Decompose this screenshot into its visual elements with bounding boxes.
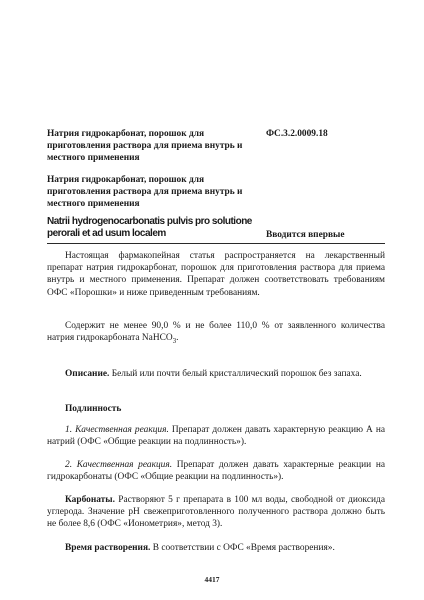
intro-paragraph xyxy=(47,250,385,299)
title-russian-1: Натрия гидрокарбонат, порошок для приготовления раствора для приема внутрь и местного применения xyxy=(47,129,243,163)
dissolution-text: В соответствии с ОФС «Время растворения». xyxy=(150,543,335,553)
monograph-code: ФС.3.2.0009.18 xyxy=(266,129,328,139)
identity-section xyxy=(47,403,385,415)
title-russian-2: Натрия гидрокарбонат, порошок для приготовления раствора для приема внутрь и местного применения xyxy=(47,175,243,209)
description-label: Описание. xyxy=(65,369,110,379)
dissolution-label: Время растворения. xyxy=(65,543,151,553)
formula-base: NaHCO xyxy=(141,333,173,344)
content-paragraph xyxy=(47,320,385,347)
description-text: Белый или почти белый кристаллический порошок без запаха. xyxy=(109,369,362,379)
formula-subscript: 3 xyxy=(172,337,177,346)
reaction1-text: Препарат должен давать характерную реакцию А на натрий (ОФС «Общие реакции на подлинность»). xyxy=(47,425,385,448)
dissolution-paragraph xyxy=(47,542,385,554)
header-divider xyxy=(47,243,385,244)
formula-end: . xyxy=(176,333,179,344)
carbonates-paragraph xyxy=(47,494,385,531)
identity-heading: Подлинность xyxy=(65,404,122,414)
reaction1-label: 1. Качественная реакция. xyxy=(65,425,169,435)
intro-text: Настоящая фармакопейная статья распространяется на лекарственный препарат натрия гидрокарбонат, порошок для приготовления раствора для приема внутрь и местного применения. Препарат должен соответствовать требованиям ОФС «Порошки» и ниже приведенным требованиям. xyxy=(47,251,385,298)
status-note: Вводится впервые xyxy=(266,230,345,240)
formula xyxy=(141,333,179,346)
carbonates-label: Карбонаты. xyxy=(65,495,115,505)
carbonates-text: Растворяют 5 г препарата в 100 мл воды, свободной от диоксида углерода. Значение pH свежеприготовленного полученного раствора должно быть не более 8,6 (ОФС «Ионометрия», метод 3). xyxy=(47,495,385,530)
reaction1-paragraph xyxy=(47,424,385,448)
description-paragraph xyxy=(47,368,385,380)
reaction2-label: 2. Качественная реакция. xyxy=(65,460,173,470)
page-number: 4417 xyxy=(204,575,220,584)
content-text xyxy=(47,320,385,347)
reaction2-text: Препарат должен давать характерные реакции на гидрокарбонаты (ОФС «Общие реакции на подлинность»). xyxy=(47,460,385,483)
content-prefix: Содержит не менее 90,0 % и не более 110,0 % от заявленного количества натрия гидрокарбоната xyxy=(47,321,385,344)
title-latin: Natrii hydrogenocarbonatis pulvis pro solutione perorali et ad usum localem xyxy=(47,216,252,239)
reaction2-paragraph xyxy=(47,459,385,483)
